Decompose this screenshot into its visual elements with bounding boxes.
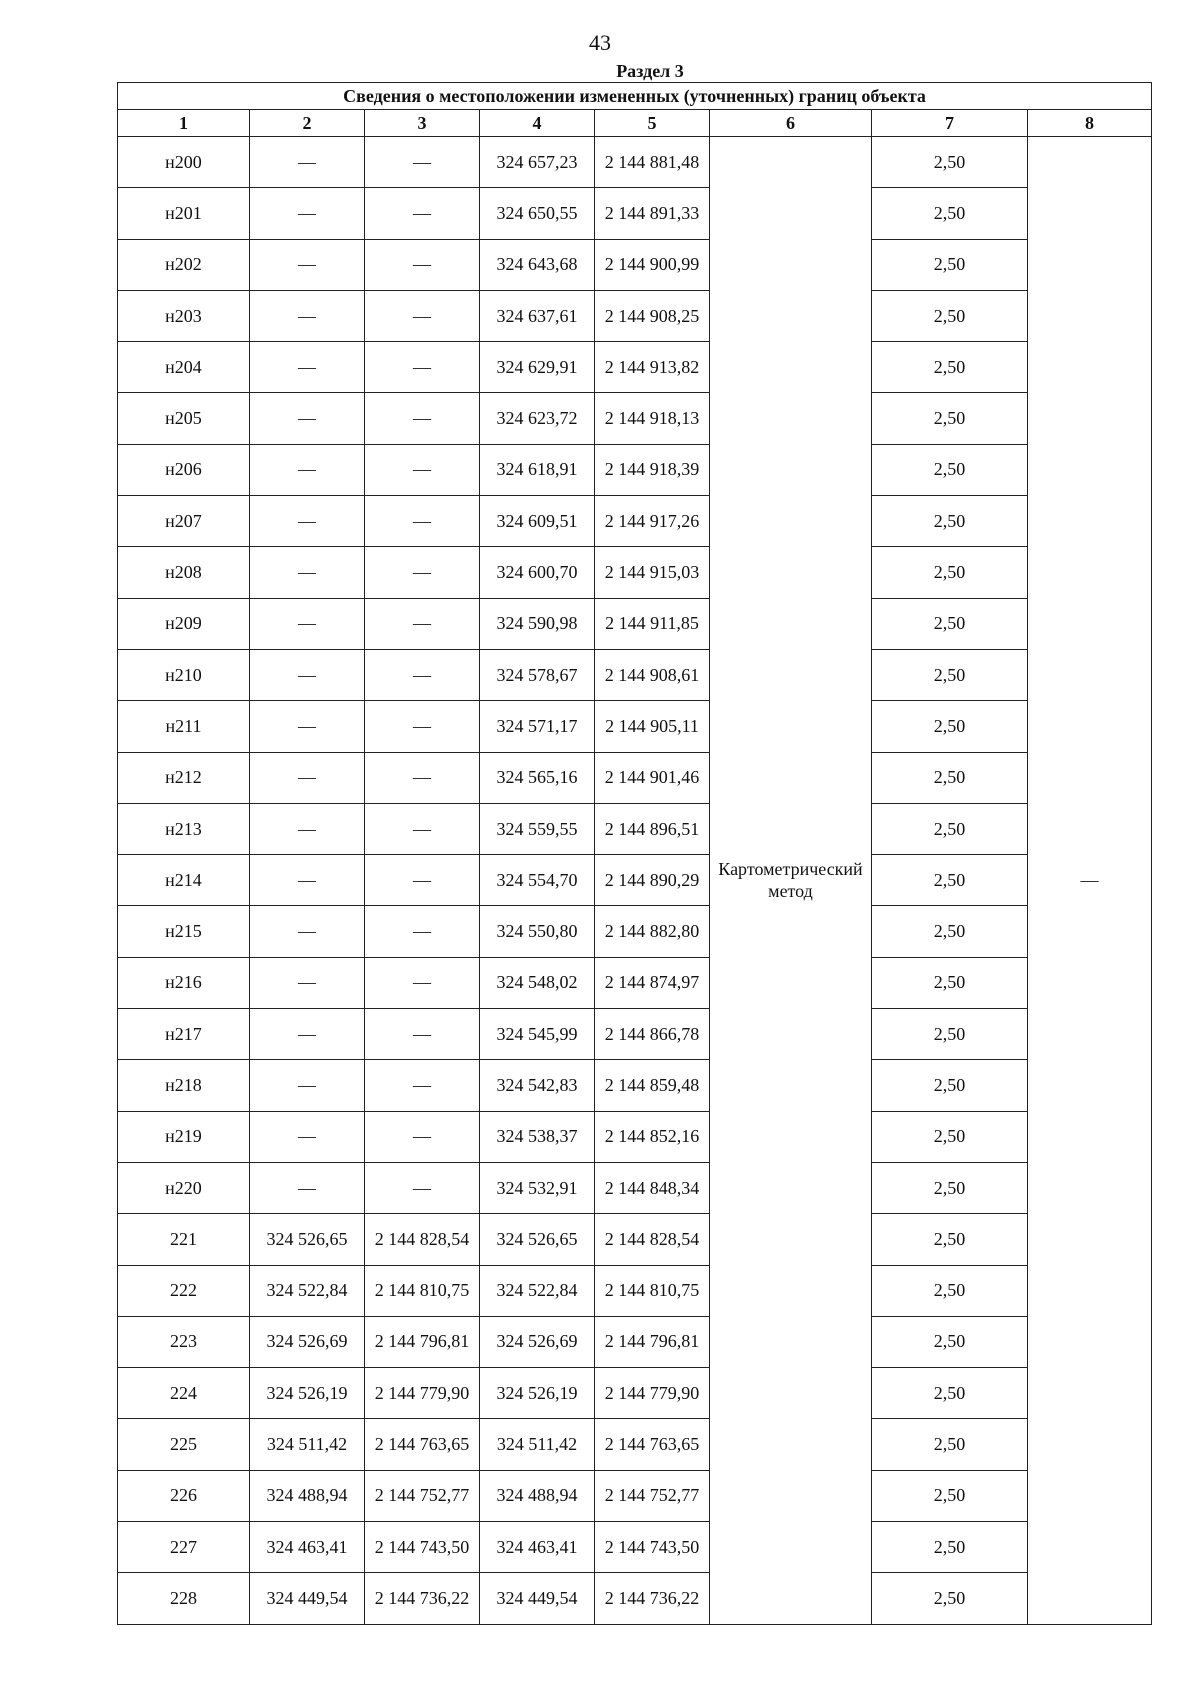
- point-number-cell: н216: [118, 957, 250, 1008]
- new-y-cell: 2 144 859,48: [595, 1060, 710, 1111]
- table-row: [118, 290, 1152, 341]
- new-y-cell: 2 144 900,99: [595, 239, 710, 290]
- point-number-cell: 227: [118, 1522, 250, 1573]
- point-number-cell: 228: [118, 1573, 250, 1624]
- accuracy-cell: 2,50: [872, 1060, 1028, 1111]
- new-y-cell: 2 144 736,22: [595, 1573, 710, 1624]
- accuracy-cell: 2,50: [872, 1265, 1028, 1316]
- new-y-cell: 2 144 911,85: [595, 598, 710, 649]
- new-x-cell: 324 590,98: [480, 598, 595, 649]
- old-y-cell: —: [365, 188, 480, 239]
- new-y-cell: 2 144 848,34: [595, 1162, 710, 1213]
- new-x-cell: 324 526,65: [480, 1214, 595, 1265]
- old-y-cell: —: [365, 701, 480, 752]
- boundary-coordinates-table: [117, 82, 1152, 1625]
- accuracy-cell: 2,50: [872, 1111, 1028, 1162]
- point-number-cell: 225: [118, 1419, 250, 1470]
- point-number-cell: 221: [118, 1214, 250, 1265]
- point-number-cell: н210: [118, 649, 250, 700]
- old-y-cell: —: [365, 855, 480, 906]
- table-row: [118, 1162, 1152, 1213]
- old-y-cell: —: [365, 649, 480, 700]
- accuracy-cell: 2,50: [872, 547, 1028, 598]
- new-y-cell: 2 144 913,82: [595, 342, 710, 393]
- accuracy-cell: 2,50: [872, 855, 1028, 906]
- new-y-cell: 2 144 905,11: [595, 701, 710, 752]
- table-row: [118, 701, 1152, 752]
- old-y-cell: —: [365, 803, 480, 854]
- table-row: [118, 342, 1152, 393]
- new-x-cell: 324 571,17: [480, 701, 595, 752]
- point-number-cell: н220: [118, 1162, 250, 1213]
- new-y-cell: 2 144 890,29: [595, 855, 710, 906]
- new-y-cell: 2 144 918,13: [595, 393, 710, 444]
- table-row: [118, 1111, 1152, 1162]
- point-number-cell: н213: [118, 803, 250, 854]
- table-row: [118, 547, 1152, 598]
- old-x-cell: 324 488,94: [250, 1470, 365, 1521]
- old-x-cell: —: [250, 393, 365, 444]
- point-number-cell: н204: [118, 342, 250, 393]
- new-x-cell: 324 578,67: [480, 649, 595, 700]
- old-y-cell: 2 144 763,65: [365, 1419, 480, 1470]
- accuracy-cell: 2,50: [872, 957, 1028, 1008]
- accuracy-cell: 2,50: [872, 393, 1028, 444]
- new-y-cell: 2 144 796,81: [595, 1316, 710, 1367]
- table-row: [118, 1470, 1152, 1521]
- accuracy-cell: 2,50: [872, 444, 1028, 495]
- table-row: [118, 1316, 1152, 1367]
- old-x-cell: —: [250, 1162, 365, 1213]
- old-y-cell: 2 144 810,75: [365, 1265, 480, 1316]
- old-x-cell: 324 449,54: [250, 1573, 365, 1624]
- old-y-cell: —: [365, 1162, 480, 1213]
- column-number: 3: [365, 110, 480, 137]
- accuracy-cell: 2,50: [872, 1009, 1028, 1060]
- accuracy-cell: 2,50: [872, 239, 1028, 290]
- old-y-cell: 2 144 828,54: [365, 1214, 480, 1265]
- old-y-cell: —: [365, 239, 480, 290]
- column-number: 2: [250, 110, 365, 137]
- table-row: [118, 957, 1152, 1008]
- old-x-cell: —: [250, 649, 365, 700]
- point-number-cell: н200: [118, 137, 250, 188]
- old-x-cell: —: [250, 855, 365, 906]
- old-y-cell: —: [365, 1060, 480, 1111]
- accuracy-cell: 2,50: [872, 1522, 1028, 1573]
- accuracy-cell: 2,50: [872, 906, 1028, 957]
- new-x-cell: 324 559,55: [480, 803, 595, 854]
- table-caption: Сведения о местоположении измененных (уточненных) границ объекта: [118, 83, 1152, 110]
- table-row: [118, 906, 1152, 957]
- new-y-cell: 2 144 908,61: [595, 649, 710, 700]
- new-y-cell: 2 144 901,46: [595, 752, 710, 803]
- table-row: [118, 752, 1152, 803]
- accuracy-cell: 2,50: [872, 701, 1028, 752]
- old-x-cell: 324 526,69: [250, 1316, 365, 1367]
- accuracy-cell: 2,50: [872, 1470, 1028, 1521]
- old-y-cell: —: [365, 752, 480, 803]
- old-x-cell: 324 526,65: [250, 1214, 365, 1265]
- table-row: [118, 598, 1152, 649]
- point-number-cell: н217: [118, 1009, 250, 1060]
- old-x-cell: 324 522,84: [250, 1265, 365, 1316]
- accuracy-cell: 2,50: [872, 188, 1028, 239]
- new-y-cell: 2 144 882,80: [595, 906, 710, 957]
- old-y-cell: —: [365, 598, 480, 649]
- new-x-cell: 324 538,37: [480, 1111, 595, 1162]
- new-x-cell: 324 532,91: [480, 1162, 595, 1213]
- old-x-cell: 324 526,19: [250, 1368, 365, 1419]
- new-y-cell: 2 144 763,65: [595, 1419, 710, 1470]
- table-row: [118, 649, 1152, 700]
- new-x-cell: 324 548,02: [480, 957, 595, 1008]
- new-y-cell: 2 144 881,48: [595, 137, 710, 188]
- point-number-cell: н211: [118, 701, 250, 752]
- new-y-cell: 2 144 917,26: [595, 496, 710, 547]
- table-row: [118, 1060, 1152, 1111]
- old-x-cell: —: [250, 239, 365, 290]
- new-x-cell: 324 643,68: [480, 239, 595, 290]
- point-number-cell: н219: [118, 1111, 250, 1162]
- column-8-cell: —: [1028, 137, 1152, 1625]
- accuracy-cell: 2,50: [872, 290, 1028, 341]
- table-row: [118, 803, 1152, 854]
- new-x-cell: 324 554,70: [480, 855, 595, 906]
- point-number-cell: н206: [118, 444, 250, 495]
- new-y-cell: 2 144 891,33: [595, 188, 710, 239]
- new-y-cell: 2 144 752,77: [595, 1470, 710, 1521]
- accuracy-cell: 2,50: [872, 803, 1028, 854]
- new-x-cell: 324 545,99: [480, 1009, 595, 1060]
- column-number-row: [118, 110, 1152, 137]
- point-number-cell: н207: [118, 496, 250, 547]
- column-number: 4: [480, 110, 595, 137]
- table-row: [118, 1573, 1152, 1624]
- old-y-cell: —: [365, 906, 480, 957]
- point-number-cell: н208: [118, 547, 250, 598]
- old-x-cell: —: [250, 1009, 365, 1060]
- section-title: Раздел 3: [616, 61, 684, 81]
- old-y-cell: —: [365, 496, 480, 547]
- point-number-cell: н209: [118, 598, 250, 649]
- new-y-cell: 2 144 918,39: [595, 444, 710, 495]
- old-y-cell: 2 144 743,50: [365, 1522, 480, 1573]
- new-x-cell: 324 629,91: [480, 342, 595, 393]
- point-number-cell: 226: [118, 1470, 250, 1521]
- point-number-cell: н201: [118, 188, 250, 239]
- old-x-cell: —: [250, 1060, 365, 1111]
- old-x-cell: —: [250, 957, 365, 1008]
- accuracy-cell: 2,50: [872, 1316, 1028, 1367]
- table-row: [118, 1265, 1152, 1316]
- accuracy-cell: 2,50: [872, 1162, 1028, 1213]
- point-number-cell: н214: [118, 855, 250, 906]
- point-number-cell: н215: [118, 906, 250, 957]
- old-x-cell: —: [250, 342, 365, 393]
- table-row: [118, 1419, 1152, 1470]
- accuracy-cell: 2,50: [872, 137, 1028, 188]
- point-number-cell: 223: [118, 1316, 250, 1367]
- accuracy-cell: 2,50: [872, 1573, 1028, 1624]
- old-y-cell: —: [365, 290, 480, 341]
- old-y-cell: —: [365, 957, 480, 1008]
- table-row: [118, 1368, 1152, 1419]
- old-x-cell: —: [250, 547, 365, 598]
- new-y-cell: 2 144 896,51: [595, 803, 710, 854]
- point-number-cell: н218: [118, 1060, 250, 1111]
- new-x-cell: 324 637,61: [480, 290, 595, 341]
- point-number-cell: н212: [118, 752, 250, 803]
- old-y-cell: —: [365, 342, 480, 393]
- old-x-cell: —: [250, 496, 365, 547]
- old-y-cell: —: [365, 1009, 480, 1060]
- new-x-cell: 324 463,41: [480, 1522, 595, 1573]
- point-number-cell: н202: [118, 239, 250, 290]
- table-row: [118, 239, 1152, 290]
- table-row: [118, 1522, 1152, 1573]
- new-y-cell: 2 144 779,90: [595, 1368, 710, 1419]
- old-x-cell: —: [250, 444, 365, 495]
- accuracy-cell: 2,50: [872, 598, 1028, 649]
- new-x-cell: 324 526,69: [480, 1316, 595, 1367]
- column-number: 7: [872, 110, 1028, 137]
- accuracy-cell: 2,50: [872, 1368, 1028, 1419]
- point-number-cell: н203: [118, 290, 250, 341]
- table-row: [118, 393, 1152, 444]
- old-x-cell: —: [250, 803, 365, 854]
- old-x-cell: —: [250, 188, 365, 239]
- old-y-cell: —: [365, 547, 480, 598]
- old-x-cell: —: [250, 598, 365, 649]
- new-x-cell: 324 449,54: [480, 1573, 595, 1624]
- table-row: [118, 188, 1152, 239]
- old-y-cell: 2 144 736,22: [365, 1573, 480, 1624]
- new-x-cell: 324 609,51: [480, 496, 595, 547]
- page-number: 43: [589, 30, 611, 55]
- old-x-cell: —: [250, 290, 365, 341]
- accuracy-cell: 2,50: [872, 496, 1028, 547]
- old-y-cell: —: [365, 393, 480, 444]
- new-x-cell: 324 618,91: [480, 444, 595, 495]
- table-row: [118, 137, 1152, 188]
- new-x-cell: 324 565,16: [480, 752, 595, 803]
- new-x-cell: 324 542,83: [480, 1060, 595, 1111]
- new-y-cell: 2 144 852,16: [595, 1111, 710, 1162]
- new-x-cell: 324 526,19: [480, 1368, 595, 1419]
- old-x-cell: 324 463,41: [250, 1522, 365, 1573]
- new-x-cell: 324 623,72: [480, 393, 595, 444]
- old-x-cell: —: [250, 701, 365, 752]
- table-row: [118, 855, 1152, 906]
- point-number-cell: н205: [118, 393, 250, 444]
- method-cell: Картометрический метод: [710, 137, 872, 1625]
- table-row: [118, 444, 1152, 495]
- old-x-cell: 324 511,42: [250, 1419, 365, 1470]
- new-y-cell: 2 144 908,25: [595, 290, 710, 341]
- column-number: 6: [710, 110, 872, 137]
- old-y-cell: 2 144 752,77: [365, 1470, 480, 1521]
- column-number: 1: [118, 110, 250, 137]
- table-row: [118, 496, 1152, 547]
- new-y-cell: 2 144 866,78: [595, 1009, 710, 1060]
- accuracy-cell: 2,50: [872, 1214, 1028, 1265]
- old-y-cell: 2 144 796,81: [365, 1316, 480, 1367]
- old-x-cell: —: [250, 752, 365, 803]
- new-y-cell: 2 144 743,50: [595, 1522, 710, 1573]
- new-y-cell: 2 144 915,03: [595, 547, 710, 598]
- old-x-cell: —: [250, 137, 365, 188]
- column-number: 8: [1028, 110, 1152, 137]
- new-x-cell: 324 600,70: [480, 547, 595, 598]
- new-y-cell: 2 144 810,75: [595, 1265, 710, 1316]
- new-x-cell: 324 650,55: [480, 188, 595, 239]
- old-x-cell: —: [250, 1111, 365, 1162]
- point-number-cell: 224: [118, 1368, 250, 1419]
- table-caption-row: [118, 83, 1152, 110]
- accuracy-cell: 2,50: [872, 752, 1028, 803]
- accuracy-cell: 2,50: [872, 342, 1028, 393]
- old-y-cell: 2 144 779,90: [365, 1368, 480, 1419]
- accuracy-cell: 2,50: [872, 649, 1028, 700]
- new-y-cell: 2 144 828,54: [595, 1214, 710, 1265]
- old-y-cell: —: [365, 137, 480, 188]
- new-x-cell: 324 657,23: [480, 137, 595, 188]
- new-y-cell: 2 144 874,97: [595, 957, 710, 1008]
- old-x-cell: —: [250, 906, 365, 957]
- point-number-cell: 222: [118, 1265, 250, 1316]
- accuracy-cell: 2,50: [872, 1419, 1028, 1470]
- old-y-cell: —: [365, 1111, 480, 1162]
- table-row: [118, 1214, 1152, 1265]
- new-x-cell: 324 522,84: [480, 1265, 595, 1316]
- column-number: 5: [595, 110, 710, 137]
- table-row: [118, 1009, 1152, 1060]
- old-y-cell: —: [365, 444, 480, 495]
- new-x-cell: 324 488,94: [480, 1470, 595, 1521]
- new-x-cell: 324 550,80: [480, 906, 595, 957]
- new-x-cell: 324 511,42: [480, 1419, 595, 1470]
